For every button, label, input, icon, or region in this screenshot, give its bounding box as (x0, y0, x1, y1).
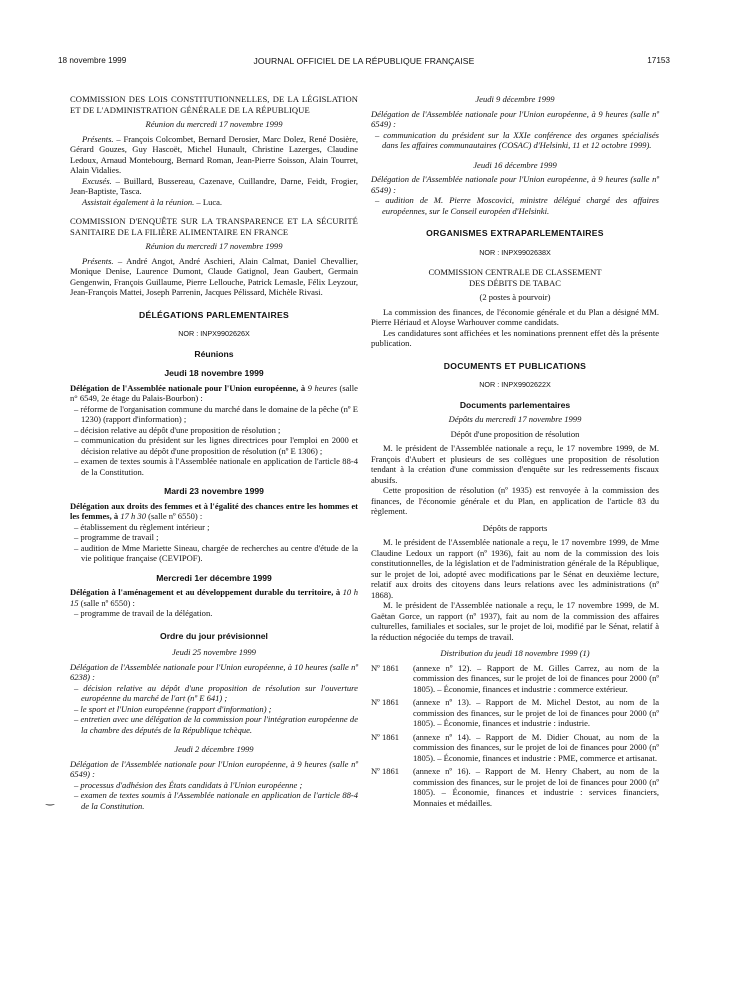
delegations-nor: NOR : INPX9902626X (178, 329, 250, 338)
meeting-heading: Délégation de l'Assemblée nationale pour l'Union européenne, à 10 heures (salle nº 6238) : (70, 661, 358, 682)
organismes-paragraph: La commission des finances, de l'économie générale et du Plan a désigné MM. Pierre Hériaud et Aloyse Warhouver comme candidats. (371, 306, 659, 327)
day-heading: Jeudi 18 novembre 1999 (164, 368, 264, 378)
agenda-item: – établissement du règlement intérieur ; (70, 522, 358, 533)
commission-lois-assistait (70, 197, 358, 208)
list-item (371, 663, 659, 695)
ordre-du-jour-title: Ordre du jour prévisionnel (160, 630, 268, 641)
list-item (371, 766, 659, 808)
presents-list: – André Angot, André Aschieri, Alain Calmat, Daniel Chevallier, Monique Denise, Laurence Dumont, Claude Gatignol, Jean Gaubert, Germain Gengenwin, François Guillaume, Pierre Lellouche, Patrick Lemasle, Félix Leyzour, Jean-François Mattei, Joseph Parrenin, Jacques Pélissard, Michèle Rivasi. (70, 255, 358, 297)
meeting-heading: Délégation aux droits des femmes et à l'égalité des chances entre les hommes et les femmes, à 17 h 30 (salle nº 6550) : (70, 500, 358, 521)
organismes-paragraph: Les candidatures sont affichées et les nominations prennent effet dès la présente publication. (371, 327, 659, 348)
depot-paragraph: Cette proposition de résolution (nº 1935) est renvoyée à la commission des finances, de l'économie générale et du Plan, en application de l'article 83 du règlement. (371, 485, 659, 516)
day-heading: Jeudi 9 décembre 1999 (475, 94, 555, 104)
document-description: (annexe nº 12). – Rapport de M. Gilles Carrez, au nom de la commission des finances, sur le projet de loi de finances pour 2000 (nº 1805). – Économie, finances et industrie : commerce extérieur. (413, 662, 659, 694)
meeting-heading: Délégation à l'aménagement et au développement durable du territoire, à 10 h 15 (salle nº 6550) : (70, 587, 358, 608)
meeting-heading: Délégation de l'Assemblée nationale pour l'Union européenne, à 9 heures (salle nº 6549) : (371, 174, 659, 195)
commission-enquete-presents (70, 256, 358, 298)
depots-date: Dépôts du mercredi 17 novembre 1999 (448, 414, 582, 424)
left-column (70, 94, 358, 811)
right-column (371, 94, 659, 811)
commission-enquete-date: Réunion du mercredi 17 novembre 1999 (145, 241, 283, 251)
postes-count: (2 postes à pourvoir) (479, 292, 551, 302)
depot-paragraph: M. le président de l'Assemblée nationale a reçu, le 17 novembre 1999, de M. François d'Aubert et plusieurs de ses collègues une proposition de résolution tendant à la création d'une commission d'enquête sur les redressements fiscaux abusifs. (371, 443, 659, 485)
document-number: Nº 1861 (371, 697, 400, 707)
documents-subtitle: Documents parlementaires (459, 399, 571, 410)
depots-rapports-title: Dépôts de rapports (482, 522, 548, 533)
assistait-label: Assistait également à la réunion. (82, 196, 195, 207)
agenda-item: – réforme de l'organisation commune du marché dans le domaine de la pêche (nº E 1230) (rapport d'information) ; (70, 404, 358, 425)
document-description: (annexe nº 16). – Rapport de M. Henry Chabert, au nom de la commission des finances, sur le projet de loi de finances pour 2000 (nº 1805). – Économie, finances et industrie : services financiers, Monnaies et médailles. (413, 766, 659, 808)
document-number: Nº 1861 (371, 766, 400, 776)
agenda-list (371, 195, 659, 216)
presents-list: – François Colcombet, Bernard Derosier, Marc Dolez, René Dosière, Gérard Gouzes, Guy Hascoët, Michel Hunault, Christine Lazerges, Claudine Ledoux, Arnaud Montebourg, Bernard Roman, Jean-Pierre Soisson, Alain Tourret, Alain Vidalies. (70, 133, 358, 175)
page-header (58, 56, 670, 70)
agenda-item: – audition de M. Pierre Moscovici, ministre délégué chargé des affaires européennes, sur le Conseil européen d'Helsinki. (371, 195, 659, 216)
depot-resolution-title: Dépôt d'une proposition de résolution (450, 428, 580, 439)
document-number: Nº 1861 (371, 662, 400, 673)
commission-lois-date: Réunion du mercredi 17 novembre 1999 (145, 119, 283, 129)
commission-tabac-title-line1: COMMISSION CENTRALE DE CLASSEMENT (428, 267, 602, 277)
list-item (371, 697, 659, 729)
excuses-list: – Buillard, Bussereau, Cazenave, Cuillandre, Darne, Feidt, Frogier, Jean-Baptiste, Tasca. (70, 175, 358, 196)
commission-lois-excuses (70, 176, 358, 197)
agenda-item: – communication du président sur la XXIe conférence des organes spécialisés dans les affaires communautaires (COSAC) d'Helsinki, 11 et 12 octobre 1999). (371, 130, 659, 151)
meeting-heading: Délégation de l'Assemblée nationale pour l'Union européenne, à 9 heures (salle n° 6549, 2e étage du Palais-Bourbon) : (70, 382, 358, 403)
agenda-item: – décision relative au dépôt d'une proposition de résolution ; (70, 425, 358, 436)
document-number: Nº 1861 (371, 731, 400, 742)
header-date: 18 novembre 1999 (58, 56, 127, 65)
day-heading: Jeudi 2 décembre 1999 (174, 744, 254, 754)
depot-paragraph: M. le président de l'Assemblée nationale a reçu, le 17 novembre 1999, de Mme Claudine Ledoux un rapport (nº 1936), fait au nom de la commission des lois constitutionnelles, de la législation et de l'administration générale de la République, sur le projet de loi, adopté avec modifications par le Sénat en deuxième lecture, relatif aux droits des citoyens dans leurs relations avec les administrations (nº 1868). (371, 537, 659, 600)
agenda-item: – examen de textes soumis à l'Assemblée nationale en application de l'article 88-4 de la Constitution. (70, 790, 358, 811)
agenda-list (70, 522, 358, 564)
agenda-item: – programme de travail de la délégation. (70, 608, 358, 619)
day-heading: Mercredi 1er décembre 1999 (156, 572, 272, 583)
agenda-item: – décision relative au dépôt d'une proposition de résolution sur l'ouverture européenne du marché de l'art (nº E 641) ; (70, 683, 358, 704)
agenda-item: – programme de travail ; (70, 532, 358, 543)
distribution-list (371, 663, 659, 809)
organismes-nor: NOR : INPX9902638X (479, 247, 551, 257)
page-number: 17153 (647, 56, 670, 65)
documents-nor: NOR : INPX9902622X (479, 380, 551, 389)
agenda-item: – entretien avec une délégation de la commission pour l'intégration européenne de la chambre des députés de la République tchèque. (70, 714, 358, 735)
day-heading: Mardi 23 novembre 1999 (164, 486, 264, 496)
agenda-list (70, 683, 358, 736)
documents-title: DOCUMENTS ET PUBLICATIONS (443, 360, 587, 371)
agenda-list (70, 608, 358, 619)
list-item (371, 732, 659, 764)
day-heading: Jeudi 25 novembre 1999 (172, 647, 256, 657)
presents-label: Présents. (82, 133, 114, 144)
commission-lois-presents (70, 134, 358, 176)
document-description: (annexe nº 14). – Rapport de M. Didier Chouat, au nom de la commission des finances, sur le projet de loi de finances pour 2000 (nº 1805). – Économie, finances et industrie : PME, commerce et artisanat. (413, 731, 659, 763)
agenda-list (70, 780, 358, 812)
depot-paragraph: M. le président de l'Assemblée nationale a reçu, le 17 novembre 1999, de M. Gaëtan Gorce, un rapport (nº 1937), fait au nom de la commission des affaires culturelles, familiales et sociales, sur le projet de loi, modifié par le Sénat, relatif à la réduction négociée du temps de travail. (371, 600, 659, 642)
agenda-list (371, 130, 659, 151)
agenda-item: – le sport et l'Union européenne (rapport d'information) ; (70, 704, 358, 715)
commission-lois-title: COMMISSION DES LOIS CONSTITUTIONNELLES, DE LA LÉGISLATION ET DE L'ADMINISTRATION GÉNÉRALE DE LA RÉPUBLIQUE (70, 94, 358, 115)
commission-enquete-title: COMMISSION D'ENQUÊTE SUR LA TRANSPARENCE ET LA SÉCURITÉ SANITAIRE DE LA FILIÈRE ALIMENTAIRE EN FRANCE (70, 216, 358, 237)
agenda-list (70, 404, 358, 478)
reunions-title: Réunions (194, 348, 234, 359)
commission-tabac-title-line2: DES DÉBITS DE TABAC (469, 277, 561, 288)
agenda-item: – examen de textes soumis à l'Assemblée nationale en application de l'article 88-4 de la Constitution. (70, 456, 358, 477)
agenda-item: – communication du président sur les lignes directrices pour l'emploi en 2000 et décision relative au dépôt d'une proposition de résolution (nº E 1306) ; (70, 435, 358, 456)
day-heading: Jeudi 16 décembre 1999 (473, 159, 557, 170)
agenda-item: – processus d'adhésion des États candidats à l'Union européenne ; (70, 780, 358, 791)
document-description: (annexe nº 13). – Rapport de M. Michel Destot, au nom de la commission des finances, sur le projet de loi de finances pour 2000 (nº 1805). – Économie, finances et industrie : industrie. (413, 697, 659, 728)
meeting-heading: Délégation de l'Assemblée nationale pour l'Union européenne, à 9 heures (salle nº 6549) : (70, 758, 358, 779)
excuses-label: Excusés. (82, 175, 112, 186)
assistait-name: – Luca. (194, 196, 223, 207)
distribution-title: Distribution du jeudi 18 novembre 1999 (1) (440, 648, 590, 658)
delegations-title: DÉLÉGATIONS PARLEMENTAIRES (138, 309, 290, 320)
meeting-heading: Délégation de l'Assemblée nationale pour l'Union européenne, à 9 heures (salle nº 6549) : (371, 108, 659, 129)
agenda-item: – audition de Mme Mariette Sineau, chargée de recherches au centre d'étude de la vie politique française (CEVIPOF). (70, 543, 358, 564)
organismes-title: ORGANISMES EXTRAPARLEMENTAIRES (426, 228, 604, 238)
presents-label: Présents. (82, 255, 114, 266)
margin-mark: ‿ (46, 795, 55, 806)
journal-title: JOURNAL OFFICIEL DE LA RÉPUBLIQUE FRANÇAISE (253, 56, 475, 66)
